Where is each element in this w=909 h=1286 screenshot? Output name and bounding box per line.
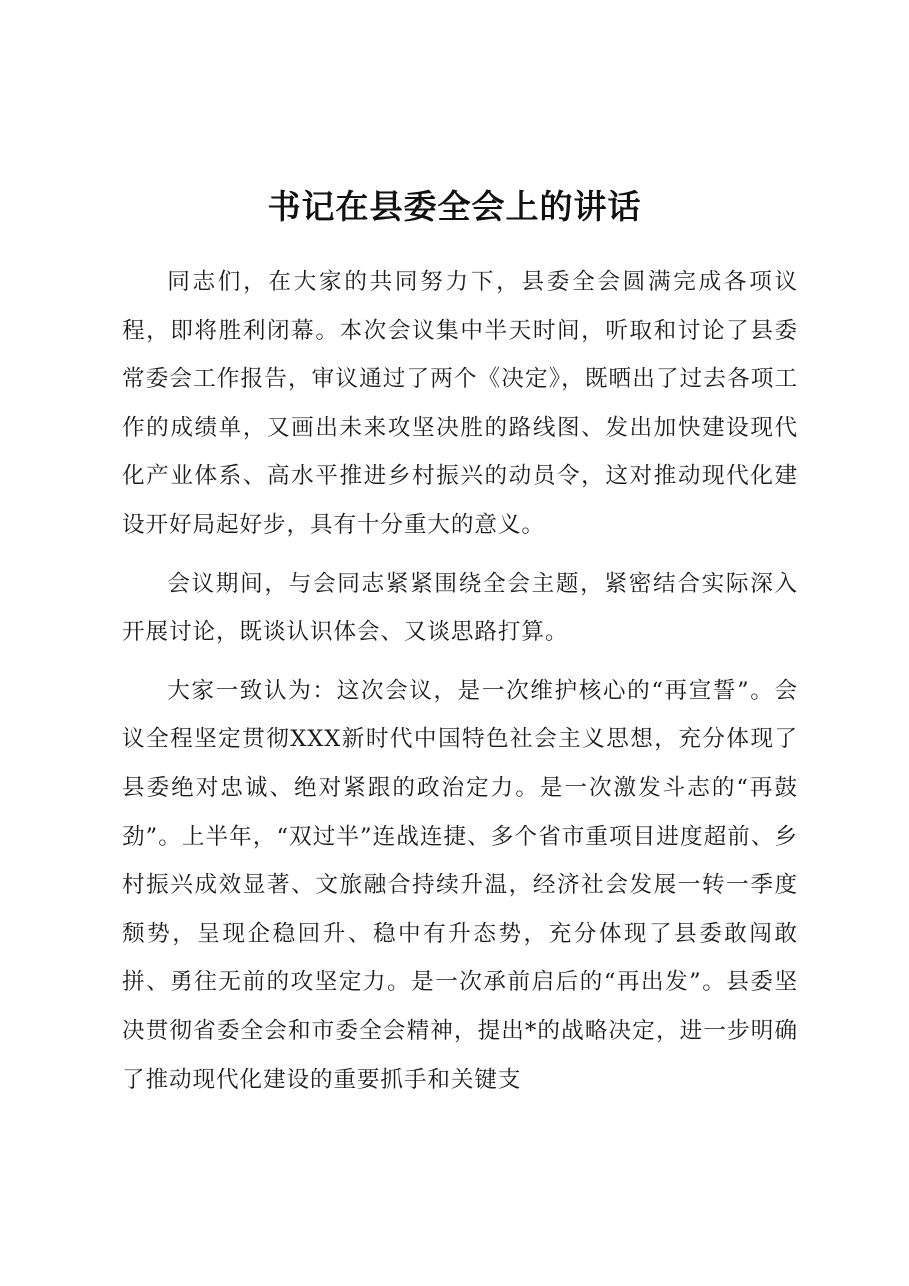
document-title: 书记在县委全会上的讲话 — [267, 187, 642, 226]
paragraph-3: 大家一致认为：这次会议，是一次维护核心的“再宣誓”。会议全程坚定贯彻XXX新时代中国特色社会主义思想，充分体现了县委绝对忠诚、绝对紧跟的政治定力。是一次激发斗志的“再鼓劲”。上半年，“双过半”连战连捷、多个省市重项目进度超前、乡村振兴成效显著、文旅融合持续升温，经济社会发展一转一季度颓势，呈现企稳回升、稳中有升态势，充分体现了县委敢闯敢拼、勇往无前的攻坚定力。是一次承前启后的“再出发”。县委坚决贯彻省委全会和市委全会精神，提出*的战略决定，进一步明确了推动现代化建设的重要抓手和关键支 — [122, 677, 799, 1093]
paragraph-2: 会议期间，与会同志紧紧围绕全会主题，紧密结合实际深入开展讨论，既谈认识体会、又谈思路打算。 — [122, 570, 798, 646]
paragraph-1: 同志们，在大家的共同努力下，县委全会圆满完成各项议程，即将胜利闭幕。本次会议集中半天时间，听取和讨论了县委常委会工作报告，审议通过了两个《决定》，既晒出了过去各项工作的成绩单，又画出未来攻坚决胜的路线图、发出加快建设现代化产业体系、高水平推进乡村振兴的动员令，这对推动现代化建设开好局起好步，具有十分重大的意义。 — [122, 269, 798, 538]
document-body — [122, 258, 798, 1114]
